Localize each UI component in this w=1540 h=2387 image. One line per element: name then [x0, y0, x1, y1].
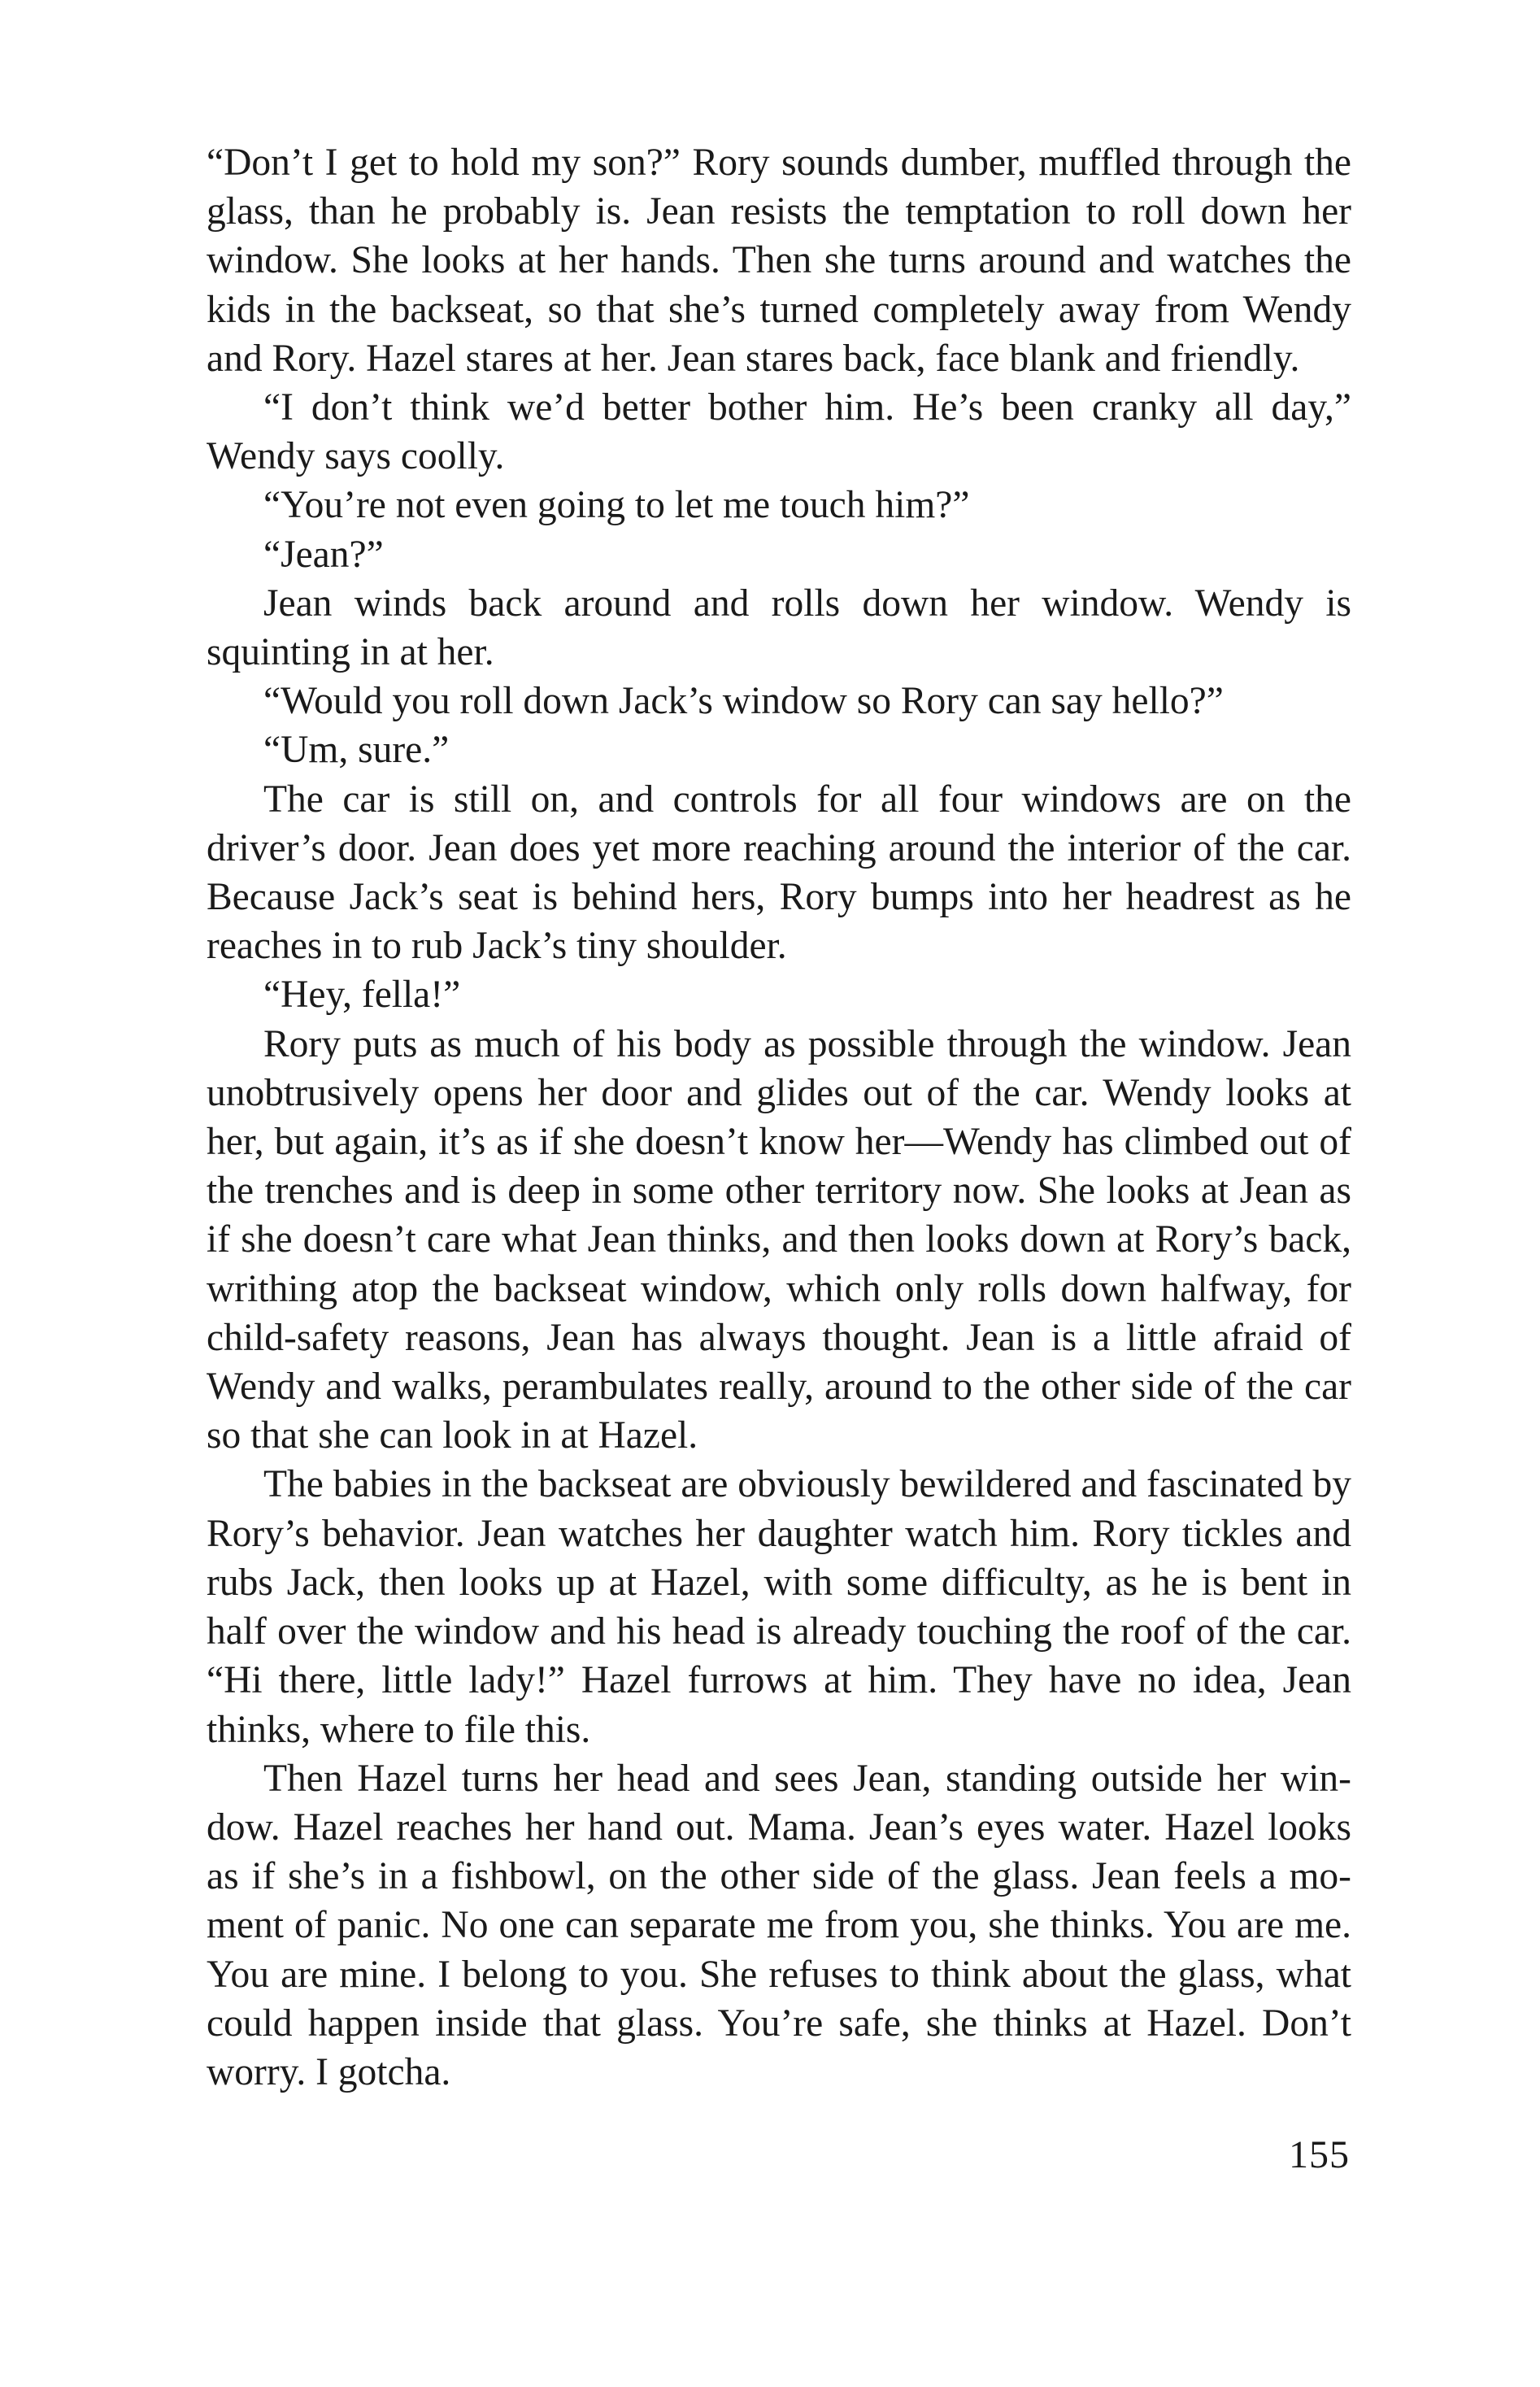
paragraph: Rory puts as much of his body as possible through the window. Jean unobtrusively opens her door and glides out of the car. Wendy looks at her, but again, it’s as if she doesn’t know her—Wendy has climbed out of the trenches and is deep in some other territory now. She looks at Jean as if she doesn’t care what Jean thinks, and then looks down at Rory’s back, writhing atop the backseat window, which only rolls down halfway, for child-safety reasons, Jean has always thought. Jean is a little afraid of Wendy and walks, perambulates really, around to the other side of the car so that she can look in at Hazel. [207, 1022, 1351, 1457]
paragraph: Then Hazel turns her head and sees Jean, standing outside her window. Hazel reaches her hand out. Mama. Jean’s eyes water. Hazel looks as if she’s in a fishbowl, on the other side of the glass. Jean feels a moment of panic. No one can separate me from you, she thinks. You are me. You are mine. I belong to you. She refuses to think about the glass, what could happen inside that glass. You’re safe, she thinks at Hazel. Don’t worry. I gotcha. [207, 1757, 1351, 2093]
paragraph: The babies in the backseat are obviously bewildered and fascinated by Rory’s behavior. Jean watches her daughter watch him. Rory tickles and rubs Jack, then looks up at Hazel, with some difficulty, as he is bent in half over the window and his head is already touching the roof of the car. “Hi there, little lady!” Hazel furrows at him. They have no idea, Jean thinks, where to file this. [207, 1463, 1351, 1751]
paragraph: “Jean?” [263, 533, 384, 576]
paragraph: Jean winds back around and rolls down her window. Wendy is squinting in at her. [207, 582, 1351, 674]
paragraph: “Um, sure.” [263, 729, 450, 772]
paragraph: “Would you roll down Jack’s window so Rory can say hello?” [263, 680, 1224, 723]
paragraph: The car is still on, and controls for all four windows are on the driver’s door. Jean does yet more reaching around the interior of the car. Because Jack’s seat is behind hers, Rory bumps into her headrest as he reaches in to rub Jack’s tiny shoulder. [207, 778, 1351, 968]
page-number: 155 [1289, 2133, 1350, 2176]
page-body [207, 138, 1351, 2097]
paragraph: “Don’t I get to hold my son?” Rory sounds dumber, muffled through the glass, than he probably is. Jean resists the temptation to roll down her window. She looks at her hands. Then she turns around and watches the kids in the backseat, so that she’s turned completely away from Wendy and Rory. Hazel stares at her. Jean stares back, face blank and friendly. [207, 142, 1351, 380]
paragraph: “You’re not even going to let me touch him?” [263, 484, 970, 527]
paragraph: “I don’t think we’d better bother him. He’s been cranky all day,” Wendy says coolly. [207, 386, 1351, 478]
paragraph: “Hey, fella!” [263, 974, 461, 1017]
